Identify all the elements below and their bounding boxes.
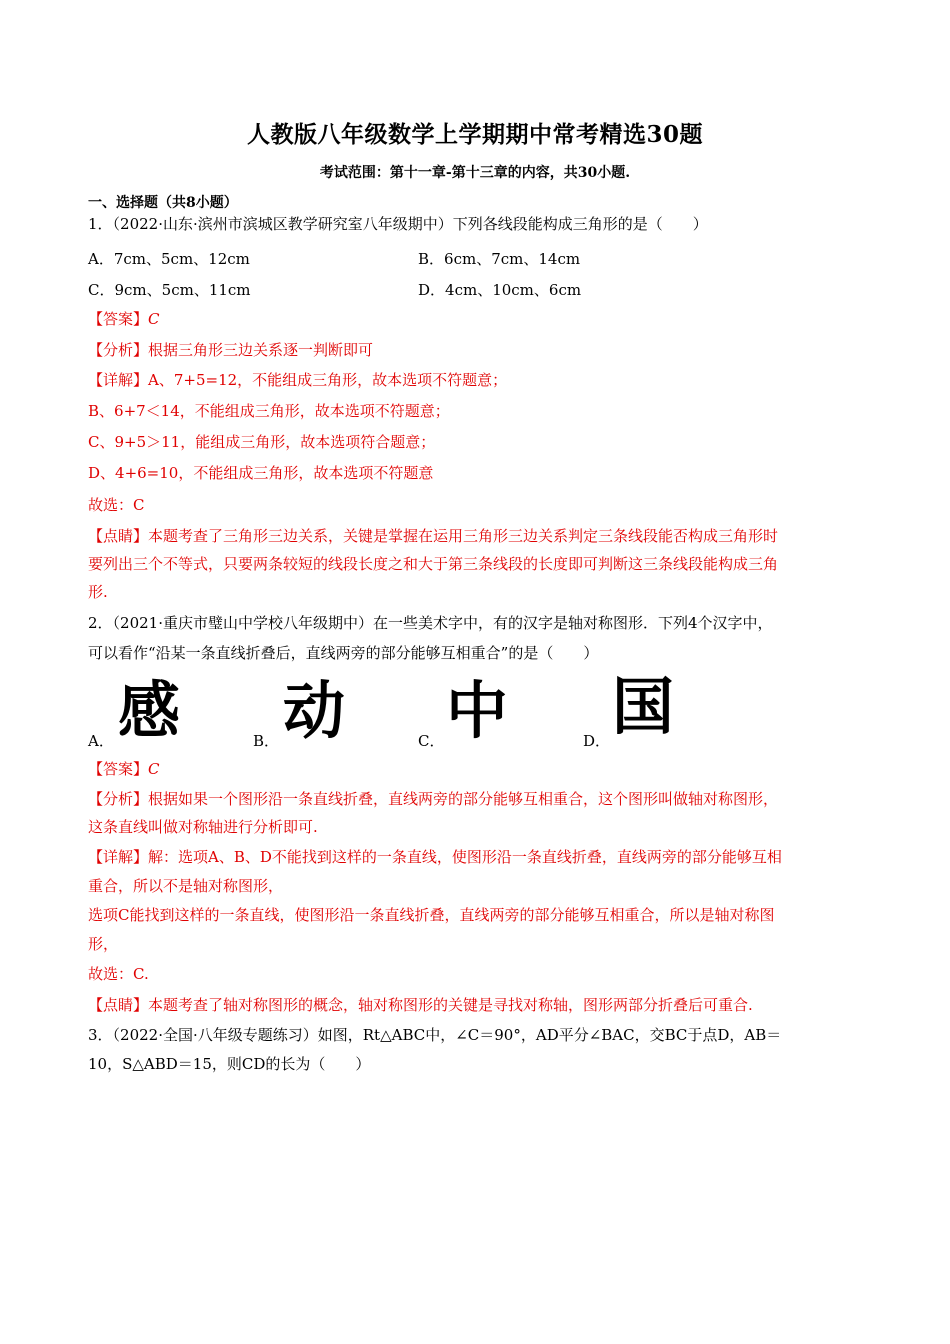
comment-text: 本题考查了轴对称图形的概念，轴对称图形的关键是寻找对称轴，图形两部分折叠后可重合. xyxy=(148,996,753,1014)
q2-stem: 2．（2021·重庆市璧山中学校八年级期中）在一些美术字中，有的汉字是轴对称图形．下列4个汉字中， xyxy=(88,614,773,632)
page-title: 人教版八年级数学上学期期中常考精选30题 xyxy=(246,121,703,148)
q2-detail-line-4: 形， xyxy=(88,935,119,953)
q1-comment-line-3: 形. xyxy=(88,583,108,601)
q2-option-b-character: 动 xyxy=(283,674,346,747)
q2-option-d-label: D． xyxy=(583,732,611,750)
answer-value: C xyxy=(148,310,160,328)
q1-option-a: A．7cm、5cm、12cm xyxy=(88,250,250,268)
analysis-tag: 【分析】 xyxy=(88,341,149,359)
q3-stem: 3．（2022·全国·八年级专题练习）如图，Rt△ABC中，∠C＝90°，AD平分∠BAC，交BC于点D，AB＝ xyxy=(88,1026,782,1044)
q1-detail-line-3: C、9+5＞11，能组成三角形，故本选项符合题意； xyxy=(88,433,436,451)
answer-tag: 【答案】 xyxy=(88,760,149,778)
q2-choose: 故选：C. xyxy=(88,965,149,983)
q2-answer xyxy=(88,758,160,780)
q1-stem: 1．（2022·山东·滨州市滨城区教学研究室八年级期中）下列各线段能构成三角形的是（ ） xyxy=(88,215,708,233)
analysis-tag: 【分析】 xyxy=(88,790,149,808)
q2-option-c-character: 中 xyxy=(446,674,509,747)
q3-stem-line-2: 10，S△ABD＝15，则CD的长为（ ） xyxy=(88,1055,371,1073)
comment-text: 本题考查了三角形三边关系，关键是掌握在运用三角形三边关系判定三条线段能否构成三角形时 xyxy=(148,527,779,545)
q1-comment xyxy=(88,525,778,547)
q1-option-b: B．6cm、7cm、14cm xyxy=(418,250,581,268)
q2-option-c-label: C． xyxy=(418,732,445,750)
q2-detail xyxy=(88,846,782,868)
q2-option-a-label: A． xyxy=(88,732,114,750)
section-heading: 一、选择题（共8小题） xyxy=(88,195,238,211)
q2-stem-line-2: 可以看作“沿某一条直线折叠后，直线两旁的部分能够互相重合”的是（ ） xyxy=(88,644,599,662)
q2-detail-line-2: 重合，所以不是轴对称图形， xyxy=(88,877,284,895)
comment-tag: 【点睛】 xyxy=(88,996,149,1014)
q2-comment xyxy=(88,994,753,1016)
detail-text: A、7+5=12，不能组成三角形，故本选项不符题意； xyxy=(148,371,508,389)
exam-scope: 考试范围：第十一章-第十三章的内容，共30小题. xyxy=(319,165,631,181)
detail-text: 解：选项A、B、D不能找到这样的一条直线，使图形沿一条直线折叠，直线两旁的部分能够互相 xyxy=(148,848,782,866)
q2-option-d-character: 国 xyxy=(612,670,675,743)
answer-value: C xyxy=(148,760,160,778)
q2-option-a-character: 感 xyxy=(118,674,181,747)
q1-detail xyxy=(88,369,507,391)
q2-detail-line-3: 选项C能找到这样的一条直线，使图形沿一条直线折叠，直线两旁的部分能够互相重合，所以是轴对称图 xyxy=(88,906,775,924)
q1-detail-line-2: B、6+7＜14，不能组成三角形，故本选项不符题意； xyxy=(88,402,450,420)
q2-analysis xyxy=(88,788,778,810)
detail-tag: 【详解】 xyxy=(88,371,149,389)
detail-tag: 【详解】 xyxy=(88,848,149,866)
q1-detail-line-4: D、4+6=10，不能组成三角形，故本选项不符题意 xyxy=(88,464,434,482)
q1-option-d: D．4cm、10cm、6cm xyxy=(418,281,582,299)
analysis-text: 根据如果一个图形沿一条直线折叠，直线两旁的部分能够互相重合，这个图形叫做轴对称图形， xyxy=(148,790,779,808)
q2-option-b-label: B． xyxy=(253,732,280,750)
comment-tag: 【点睛】 xyxy=(88,527,149,545)
q1-comment-line-2: 要列出三个不等式，只要两条较短的线段长度之和大于第三条线段的长度即可判断这三条线段能构成三角 xyxy=(88,555,779,573)
q1-analysis xyxy=(88,339,373,361)
q2-analysis-line-2: 这条直线叫做对称轴进行分析即可. xyxy=(88,818,318,836)
q1-answer xyxy=(88,308,160,330)
q1-option-c: C．9cm、5cm、11cm xyxy=(88,281,251,299)
analysis-text: 根据三角形三边关系逐一判断即可 xyxy=(148,341,374,359)
q1-choose: 故选：C xyxy=(88,496,145,514)
answer-tag: 【答案】 xyxy=(88,310,149,328)
